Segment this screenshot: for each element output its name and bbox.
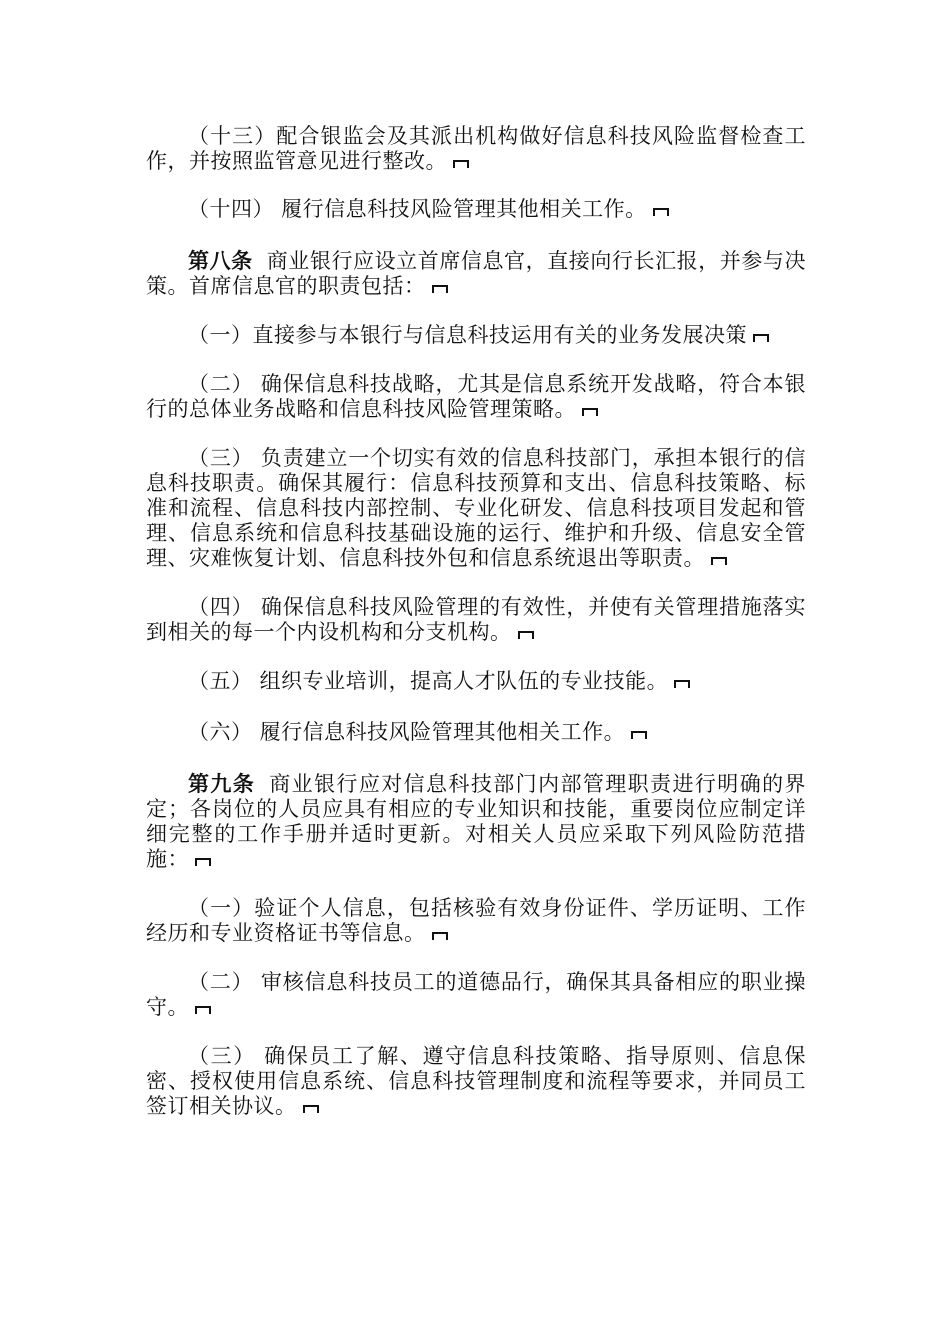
article-9	[146, 771, 806, 872]
article-8-item-1	[146, 323, 806, 348]
paragraph-text: （三） 确保员工了解、遵守信息科技策略、指导原则、信息保密、授权使用信息系统、信息科技管理制度和流程等要求，并同员工签订相关协议。	[146, 1044, 806, 1118]
paragraph-text: （十四） 履行信息科技风险管理其他相关工作。	[188, 197, 647, 221]
article-8-item-2	[146, 372, 806, 422]
paragraph-text: （十三）配合银监会及其派出机构做好信息科技风险监督检查工作，并按照监管意见进行整改。	[146, 124, 806, 173]
paragraph-mark-icon	[432, 932, 448, 940]
paragraph-text: （三） 负责建立一个切实有效的信息科技部门，承担本银行的信息科技职责。确保其履行：信息科技预算和支出、信息科技策略、标准和流程、信息科技内部控制、专业化研发、信息科技项目发起和管理、信息系统和信息科技基础设施的运行、维护和升级、信息安全管理、灾难恢复计划、信息科技外包和信息系统退出等职责。	[146, 446, 806, 570]
paragraph-text: （四） 确保信息科技风险管理的有效性，并使有关管理措施落实到相关的每一个内设机构和分支机构。	[146, 595, 806, 644]
paragraph-mark-icon	[582, 408, 598, 416]
paragraph-mark-icon	[518, 631, 534, 639]
paragraph-mark-icon	[711, 557, 727, 565]
paragraph-text: （五） 组织专业培训，提高人才队伍的专业技能。	[188, 669, 669, 693]
paragraph-text: （二） 确保信息科技战略，尤其是信息系统开发战略，符合本银行的总体业务战略和信息科技风险管理策略。	[146, 372, 806, 421]
article-8-item-5	[146, 669, 806, 694]
paragraph-mark-icon	[432, 285, 448, 293]
article-9-item-1	[146, 896, 806, 946]
paragraph-mark-icon	[674, 680, 690, 688]
paragraph-mark-icon	[753, 334, 769, 342]
paragraph-text: 商业银行应对信息科技部门内部管理职责进行明确的界定；各岗位的人员应具有相应的专业知识和技能，重要岗位应制定详细完整的工作手册并适时更新。对相关人员应采取下列风险防范措施：	[146, 772, 807, 871]
article-8-item-6	[146, 720, 806, 745]
paragraph-mark-icon	[653, 208, 669, 216]
article-8-item-3	[146, 446, 806, 571]
paragraph-text: 商业银行应设立首席信息官，直接向行长汇报，并参与决策。首席信息官的职责包括：	[146, 249, 807, 298]
paragraph-mark-icon	[453, 160, 469, 168]
paragraph-item-14	[146, 197, 806, 222]
paragraph-mark-icon	[303, 1105, 319, 1113]
article-8-item-4	[146, 595, 806, 645]
paragraph-text: （六） 履行信息科技风险管理其他相关工作。	[188, 720, 626, 744]
document-page	[146, 124, 806, 1143]
paragraph-mark-icon	[195, 1006, 211, 1014]
paragraph-text: （一）验证个人信息，包括核验有效身份证件、学历证明、工作经历和专业资格证书等信息。	[146, 896, 806, 945]
article-8	[146, 248, 806, 299]
article-number: 第九条	[188, 771, 256, 796]
article-9-item-2	[146, 970, 806, 1020]
article-9-item-3	[146, 1044, 806, 1119]
paragraph-mark-icon	[195, 858, 211, 866]
article-number: 第八条	[188, 248, 253, 273]
paragraph-mark-icon	[631, 731, 647, 739]
paragraph-item-13	[146, 124, 806, 174]
paragraph-text: （一）直接参与本银行与信息科技运用有关的业务发展决策	[188, 323, 747, 347]
paragraph-text: （二） 审核信息科技员工的道德品行，确保其具备相应的职业操守。	[146, 970, 806, 1019]
